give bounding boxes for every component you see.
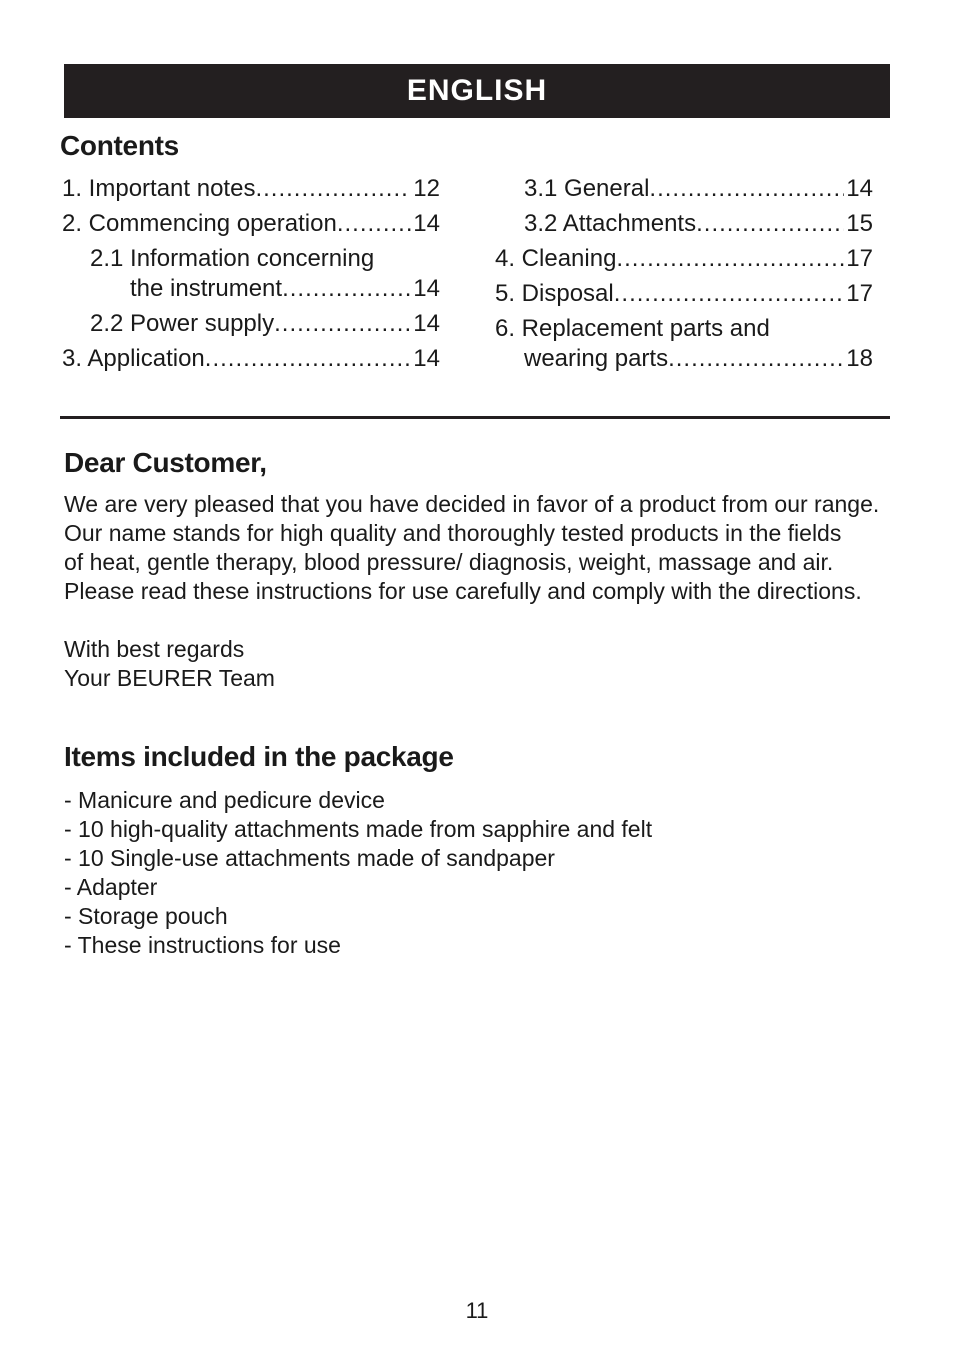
closing-line: With best regards <box>64 636 245 662</box>
language-label: ENGLISH <box>406 74 548 107</box>
toc-entry[interactable]: 2.2 Power supply ..... 14 <box>90 308 440 340</box>
greeting-line: Our name stands for high quality and thoroughly tested products in the fields <box>64 520 842 546</box>
greeting-line: Please read these instructions for use carefully and comply with the directions. <box>64 578 862 604</box>
greeting-line: We are very pleased that you have decided in favor of a product from our range. <box>64 491 880 517</box>
toc-entry[interactable]: 4. Cleaning ..... 17 <box>495 243 873 275</box>
list-item: - Storage pouch <box>64 903 228 929</box>
toc-entry[interactable]: the instrument ..... 14 <box>130 273 440 305</box>
toc-entry-heading[interactable]: 2.1 Information concerning <box>90 245 375 272</box>
toc-entry[interactable]: 3. Application ..... 14 <box>62 343 440 375</box>
page-number: 11 <box>465 1298 489 1323</box>
toc-entry[interactable]: 3.2 Attachments ..... 15 <box>524 208 873 240</box>
list-item: - These instructions for use <box>64 932 341 958</box>
toc-entry[interactable]: 3.1 General ..... 14 <box>524 173 873 205</box>
list-item: - Manicure and pedicure device <box>64 787 385 813</box>
closing-line: Your BEURER Team <box>64 665 275 691</box>
language-banner <box>64 64 890 118</box>
toc-entry[interactable]: 2. Commencing operation ..... 14 <box>62 208 440 240</box>
list-item: - 10 high-quality attachments made from sapphire and felt <box>64 816 653 842</box>
list-item: - 10 Single-use attachments made of sandpaper <box>64 845 555 871</box>
package-list <box>64 786 652 960</box>
greeting-paragraph <box>64 490 894 606</box>
greeting-closing <box>64 635 894 693</box>
contents-title: Contents <box>60 130 179 161</box>
toc-entry[interactable]: 5. Disposal ..... 17 <box>495 278 873 310</box>
toc-entry-heading[interactable]: 6. Replacement parts and <box>495 315 770 342</box>
greeting-line: of heat, gentle therapy, blood pressure/ diagnosis, weight, massage and air. <box>64 549 834 575</box>
toc-entry[interactable]: wearing parts ..... 18 <box>524 343 873 375</box>
list-item: - Adapter <box>64 874 158 900</box>
section-divider <box>60 416 890 419</box>
toc-entry[interactable]: 1. Important notes ..... 12 <box>62 173 440 205</box>
greeting-title: Dear Customer, <box>64 447 267 478</box>
package-title: Items included in the package <box>64 741 454 772</box>
